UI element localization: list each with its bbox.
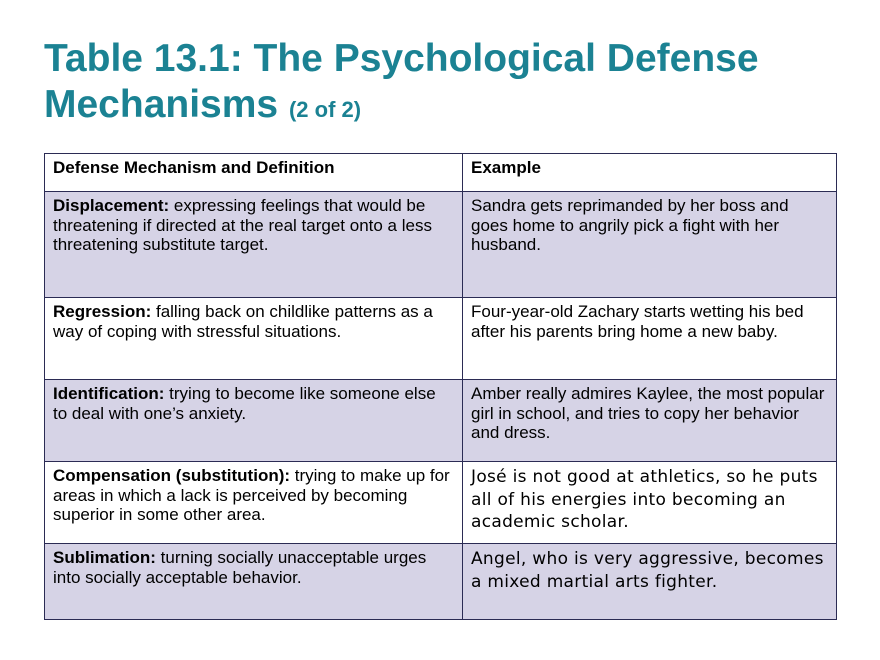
header-definition: Defense Mechanism and Definition [45,154,463,192]
defense-mechanisms-table [44,153,837,620]
definition-text: turning socially unacceptable urges into socially acceptable behavior. [53,548,427,587]
definition-text: trying to become like someone else to deal with one’s anxiety. [53,384,436,423]
term-label: Regression: [53,302,152,321]
definition-cell [45,544,463,620]
definition-text: falling back on childlike patterns as a way of coping with stressful situations. [53,302,433,341]
term-label: Compensation (substitution): [53,466,291,485]
example-cell: Sandra gets reprimanded by her boss and goes home to angrily pick a fight with her husband. [463,192,837,298]
table-row-displacement [45,192,837,298]
term-label: Displacement: [53,196,170,215]
table-row-sublimation [45,544,837,620]
header-example: Example [463,154,837,192]
example-cell: Four-year-old Zachary starts wetting his bed after his parents bring home a new baby. [463,298,837,380]
definition-text: expressing feelings that would be threatening if directed at the real target onto a less threatening substitute target. [53,196,432,254]
definition-text: trying to make up for areas in which a lack is perceived by becoming superior in some other area. [53,466,450,524]
example-cell: José is not good at athletics, so he puts all of his energies into becoming an academic scholar. [463,462,837,544]
term-label: Identification: [53,384,165,403]
title-main: Table 13.1: The Psychological Defense Mechanisms [44,37,759,126]
example-cell: Angel, who is very aggressive, becomes a mixed martial arts fighter. [463,544,837,620]
slide-title [44,36,844,133]
table-row-identification [45,380,837,462]
term-label: Sublimation: [53,548,156,567]
table-row-regression [45,298,837,380]
table-row-compensation [45,462,837,544]
definition-cell [45,192,463,298]
definition-cell [45,298,463,380]
example-cell: Amber really admires Kaylee, the most popular girl in school, and tries to copy her behavior and dress. [463,380,837,462]
title-subtitle: (2 of 2) [288,97,362,122]
definition-cell [45,462,463,544]
definition-cell [45,380,463,462]
table-header-row [45,154,837,192]
